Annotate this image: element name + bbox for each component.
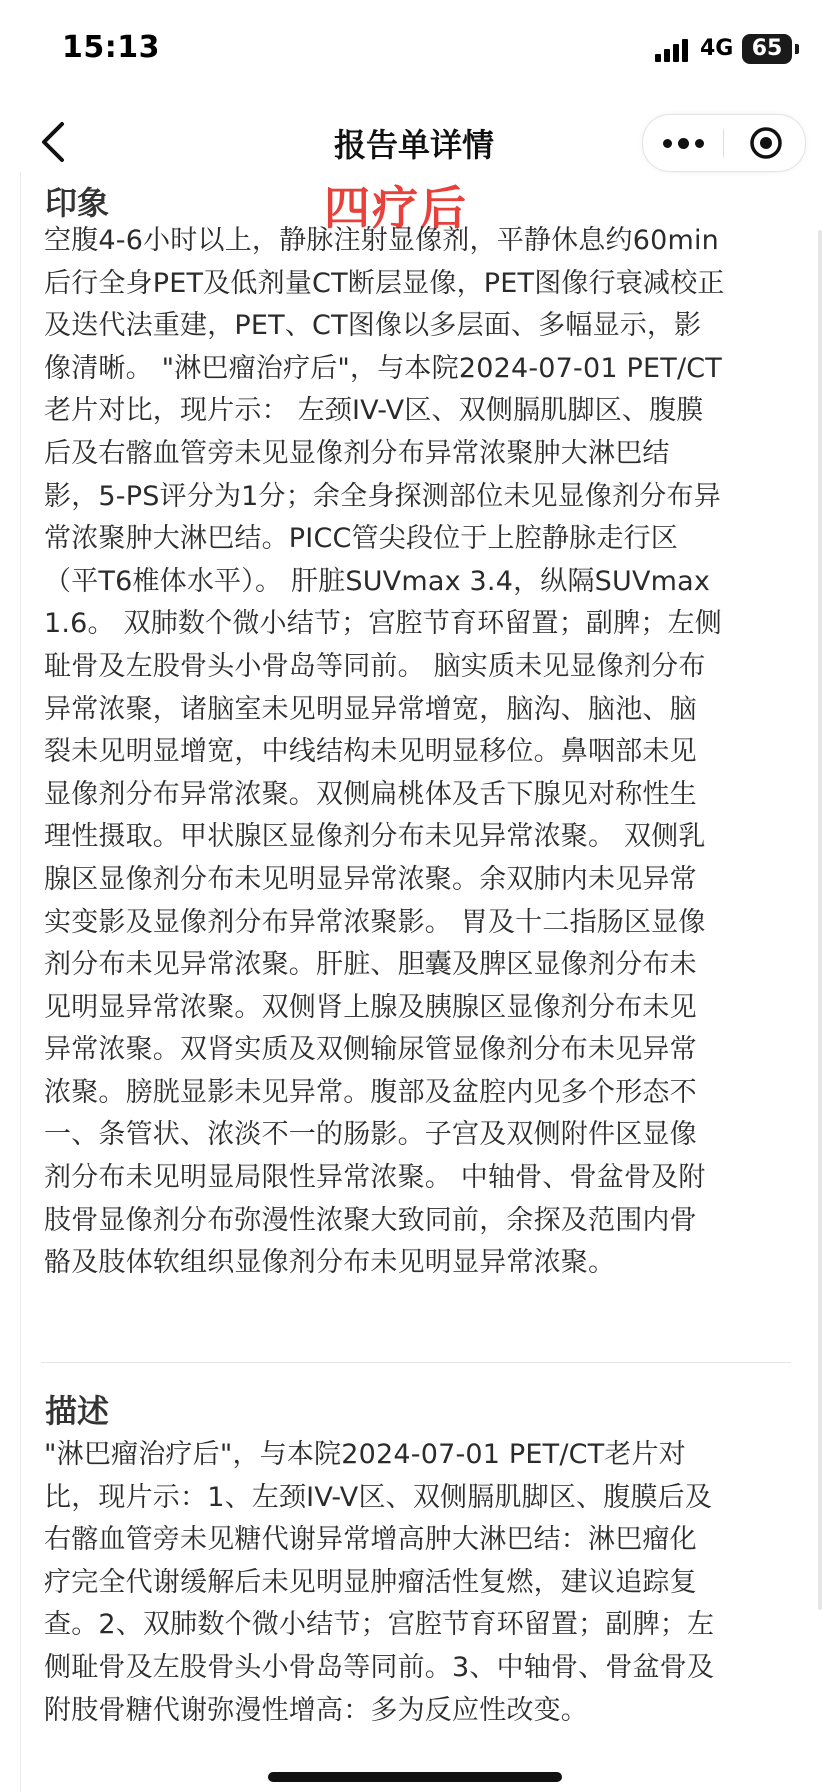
- description-text: [44, 1434, 784, 1732]
- network-label: 4G: [700, 36, 734, 61]
- text-line: "淋巴瘤治疗后"，与本院2024-07-01 PET/CT老片对: [44, 1439, 687, 1470]
- text-line: 疗完全代谢缓解后未见明显肿瘤活性复燃，建议追踪复: [44, 1566, 697, 1598]
- text-line: （平T6椎体水平）。 肝脏SUVmax 3.4，纵隔SUVmax: [44, 565, 711, 597]
- scrollbar[interactable]: [818, 230, 822, 1610]
- text-line: 裂未见明显增宽，中线结构未见明显移位。鼻咽部未见: [44, 736, 697, 768]
- text-line: 剂分布未见异常浓聚。肝脏、胆囊及脾区显像剂分布未: [44, 949, 697, 981]
- text-line: 比，现片示：1、左颈IV-V区、双侧膈肌脚区、腹膜后及: [44, 1481, 713, 1513]
- text-line: 老片对比，现片示： 左颈IV-V区、双侧膈肌脚区、腹膜: [44, 395, 704, 427]
- battery-icon: [742, 34, 792, 64]
- text-line: 理性摄取。甲状腺区显像剂分布未见异常浓聚。 双侧乳: [44, 821, 706, 853]
- impression-text: [44, 220, 784, 1285]
- text-line: 实变影及显像剂分布异常浓聚影。 胃及十二指肠区显像: [44, 906, 706, 938]
- text-line: 见明显异常浓聚。双侧肾上腺及胰腺区显像剂分布未见: [44, 991, 697, 1023]
- description-title: 描述: [45, 1392, 110, 1430]
- text-line: 右髂血管旁未见糖代谢异常增高肿大淋巴结：淋巴瘤化: [44, 1524, 697, 1556]
- text-line: 及迭代法重建，PET、CT图像以多层面、多幅显示，影: [44, 310, 702, 342]
- handwritten-annotation: 四疗后: [324, 181, 468, 235]
- report-content[interactable]: [20, 172, 791, 1792]
- status-bar: [0, 0, 828, 100]
- status-time: 15:13: [62, 30, 160, 65]
- text-line: 1.6。 双肺数个微小结节；宫腔节育环留置；副脾；左侧: [44, 608, 722, 640]
- page-title: 报告单详情: [333, 126, 494, 164]
- more-dots-icon[interactable]: [663, 129, 707, 157]
- target-icon[interactable]: [749, 126, 783, 160]
- text-line: 异常浓聚，诸脑室未见明显异常增宽，脑沟、脑池、脑: [44, 693, 697, 725]
- text-line: 一、条管状、浓淡不一的肠影。子宫及双侧附件区显像: [44, 1119, 697, 1151]
- text-line: 肢骨显像剂分布弥漫性浓聚大致同前，余探及范围内骨: [44, 1204, 697, 1236]
- text-line: 腺区显像剂分布未见明显异常浓聚。余双肺内未见异常: [44, 863, 697, 895]
- impression-title: 印象: [45, 184, 110, 222]
- text-line: 影，5-PS评分为1分；余全身探测部位未见显像剂分布异: [44, 480, 721, 512]
- text-line: 像清晰。 "淋巴瘤治疗后"，与本院2024-07-01 PET/CT: [44, 352, 722, 384]
- text-line: 后及右髂血管旁未见显像剂分布异常浓聚肿大淋巴结: [44, 437, 670, 469]
- home-indicator[interactable]: [268, 1772, 562, 1782]
- text-line: 显像剂分布异常浓聚。双侧扁桃体及舌下腺见对称性生: [44, 778, 697, 810]
- text-line: 空腹4-6小时以上，静脉注射显像剂，平静休息约60min: [44, 225, 719, 256]
- capsule-divider: [723, 129, 724, 157]
- text-line: 剂分布未见明显局限性异常浓聚。 中轴骨、骨盆骨及附: [44, 1162, 706, 1194]
- text-line: 附肢骨糖代谢弥漫性增高：多为反应性改变。: [44, 1694, 588, 1726]
- signal-icon: [655, 38, 691, 62]
- text-line: 骼及肢体软组织显像剂分布未见明显异常浓聚。: [44, 1247, 616, 1279]
- mini-program-capsule: [642, 114, 806, 172]
- text-line: 浓聚。膀胱显影未见异常。腹部及盆腔内见多个形态不: [44, 1076, 697, 1108]
- text-line: 后行全身PET及低剂量CT断层显像，PET图像行衰减校正: [44, 267, 725, 299]
- text-line: 异常浓聚。双肾实质及双侧输尿管显像剂分布未见异常: [44, 1034, 697, 1066]
- text-line: 常浓聚肿大淋巴结。PICC管尖段位于上腔静脉走行区: [44, 523, 678, 555]
- battery-level: 65: [751, 36, 783, 61]
- text-line: 查。2、双肺数个微小结节；宫腔节育环留置；副脾；左: [44, 1609, 715, 1641]
- nav-bar: [0, 100, 828, 182]
- section-divider: [41, 1362, 791, 1363]
- text-line: 侧耻骨及左股骨头小骨岛等同前。3、中轴骨、骨盆骨及: [44, 1651, 715, 1683]
- text-line: 耻骨及左股骨头小骨岛等同前。 脑实质未见显像剂分布: [44, 650, 706, 682]
